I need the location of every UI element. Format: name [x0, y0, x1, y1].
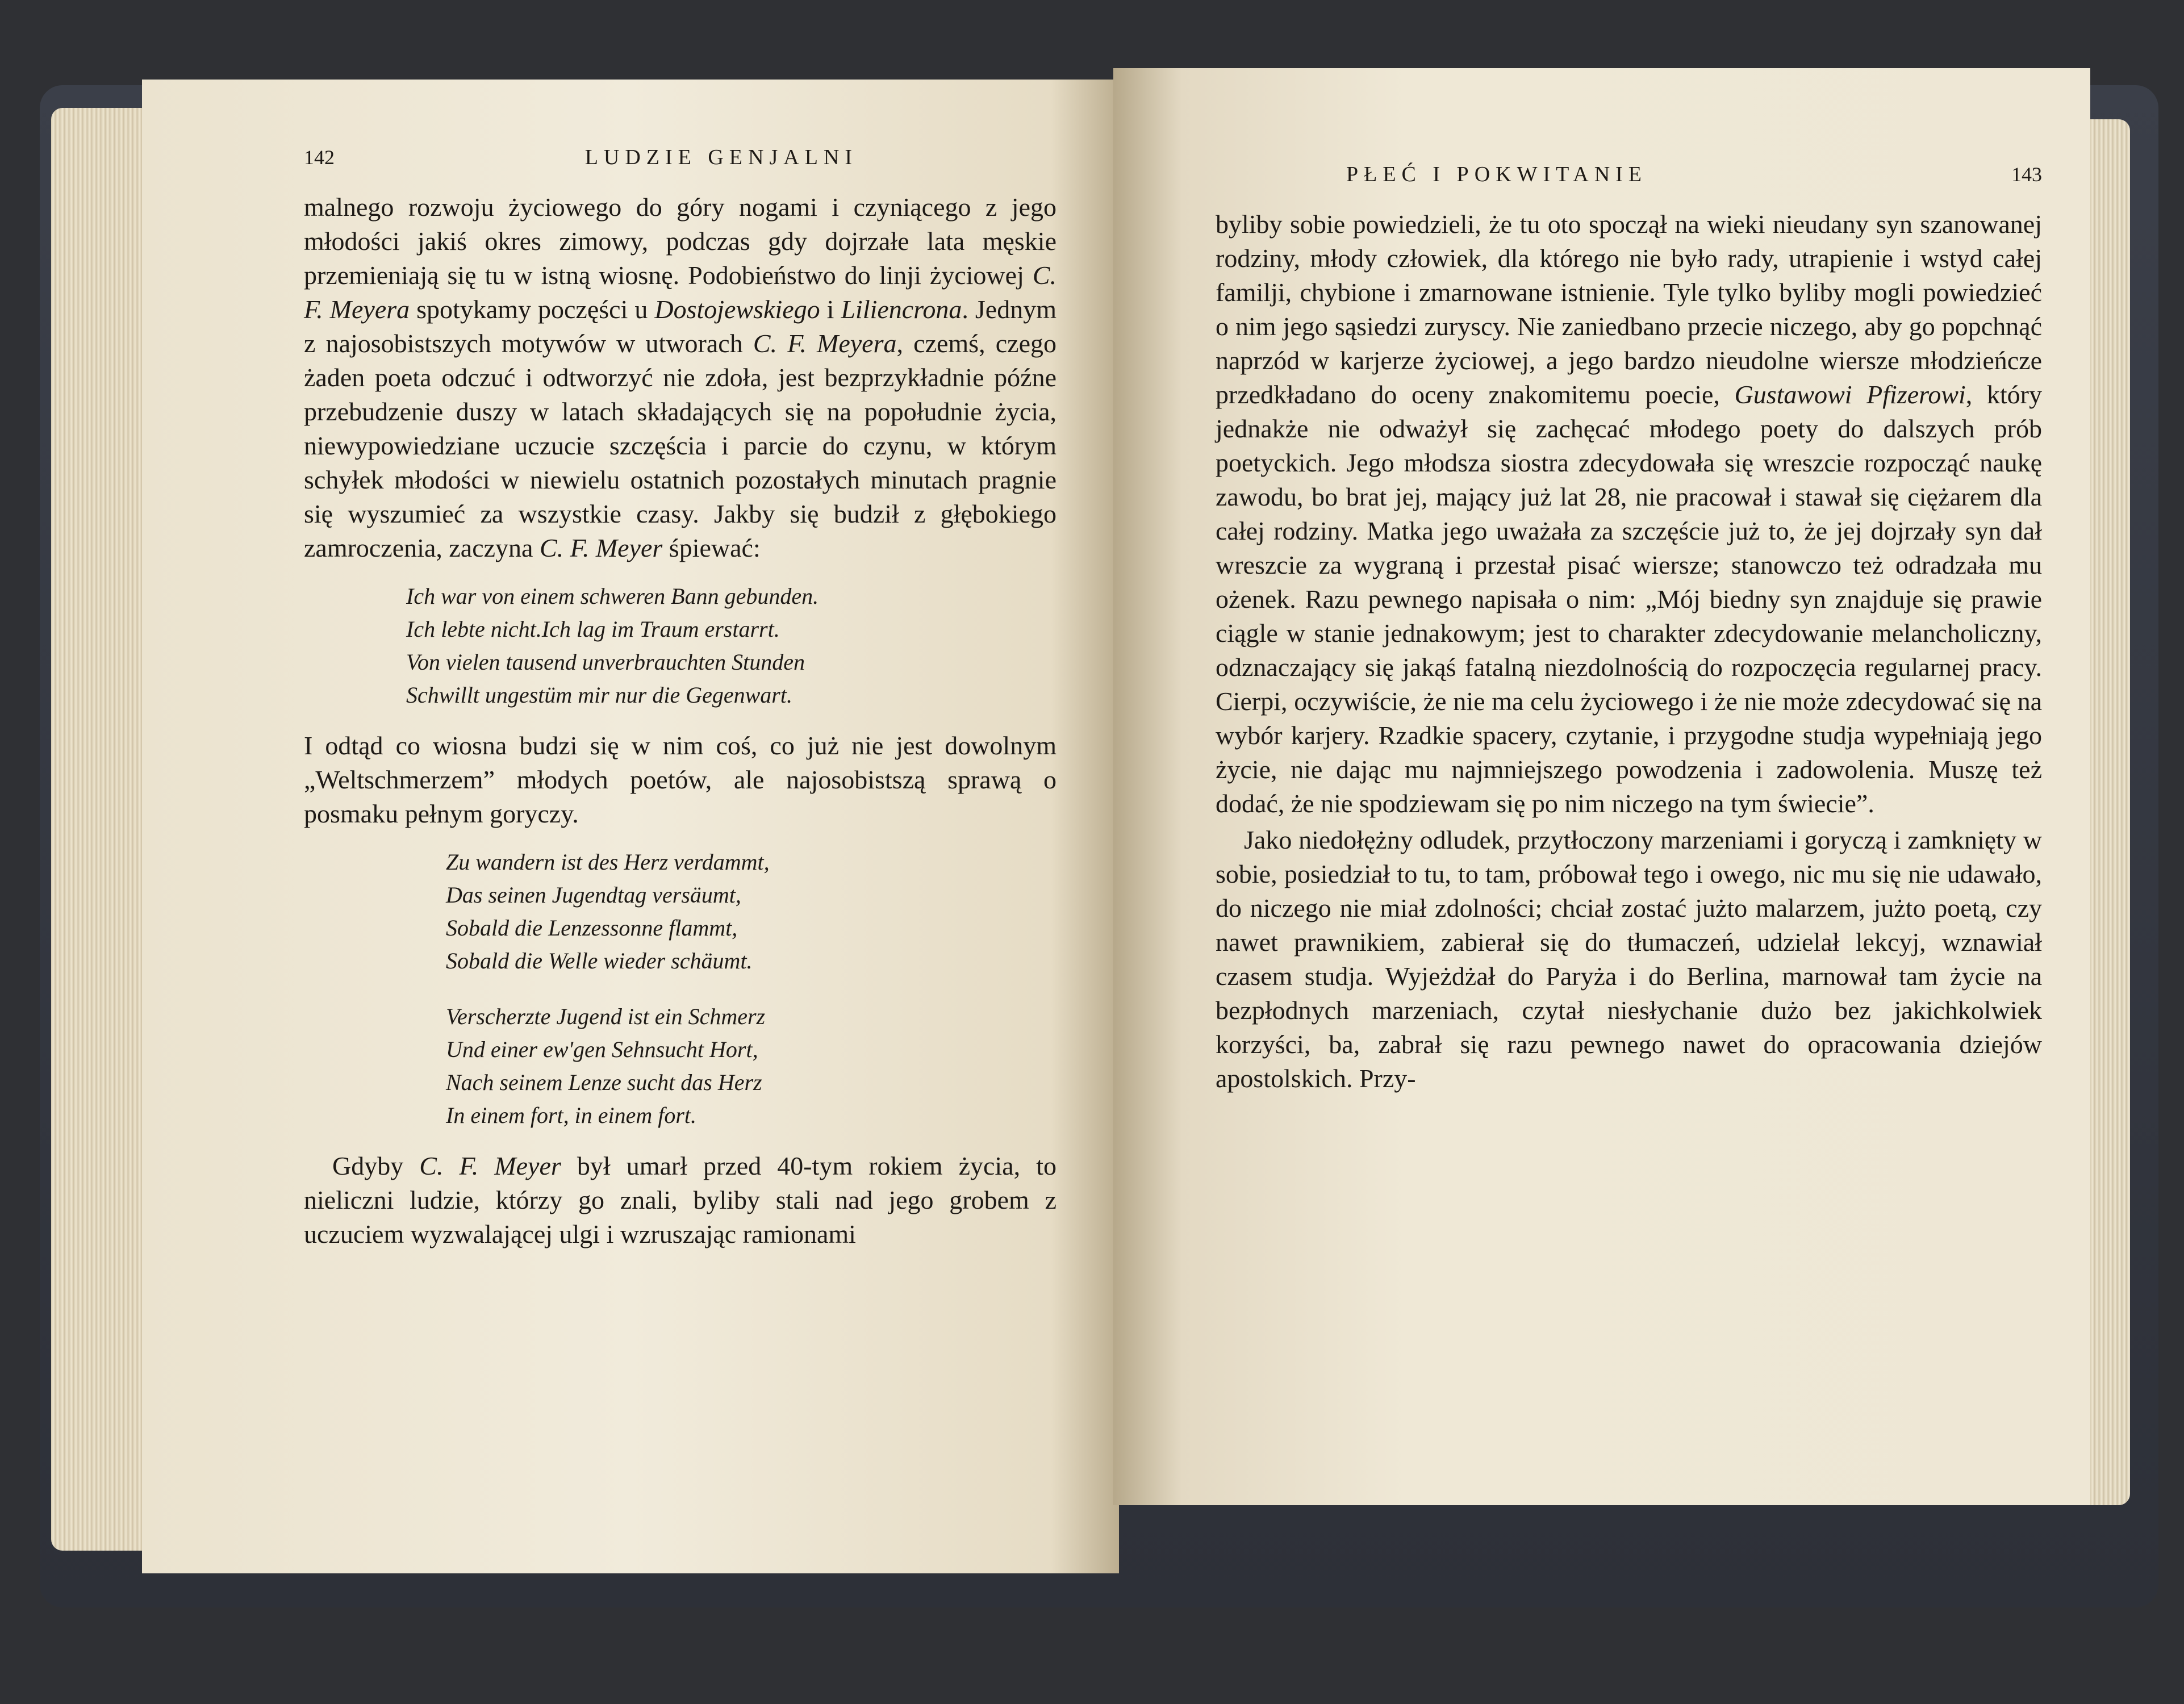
verse-line: Ich war von einem schweren Bann gebunden.: [406, 583, 819, 609]
verse-line: Verscherzte Jugend ist ein Schmerz: [446, 1004, 766, 1029]
verse-line: Das seinen Jugendtag versäumt,: [446, 882, 741, 908]
right-paragraph-1: [1216, 207, 2042, 821]
italic-name: C. F. Meyer: [539, 533, 663, 562]
verse-line: Ich lebte nicht.Ich lag im Traum erstarrt.: [406, 616, 780, 642]
left-paragraph-2: I odtąd co wiosna budzi się w nim coś, co już nie jest dowolnym „Weltschmerzem” młodych poetów, ale najosobistszą sprawą o posmaku pełnym goryczy.: [304, 731, 1056, 828]
text-run: i: [820, 295, 841, 324]
verse-line: Nach seinem Lenze sucht das Herz: [446, 1070, 762, 1095]
text-run: . Jednym z najosobistszych motywów w utworach: [304, 295, 1057, 358]
right-paragraph-2: Jako niedołężny odludek, przytłoczony marzeniami i goryczą i zamknięty w sobie, posiedział to tu, to tam, próbował tego i owego, nic mu się nie udawało, do niczego nie miał zdolności; chciał zostać jużto malarzem, jużto poetą, czy nawet prawnikiem, zabierał się do tłumaczeń, udzielał lekcyj, wznawiał czasem studja. Wyjeżdżał do Paryża i do Berlina, marnował tam życie na bezpłodnych marzeniach, czytał niesłychanie dużo bez jakichkolwiek korzyści, ba, zabrał się razu pewnego nawet do opracowania dziejów apostolskich. Przy-: [1216, 825, 2042, 1093]
italic-name: Liliencrona: [841, 295, 962, 324]
verse-stanza-2: [304, 846, 1056, 1132]
left-running-title: LUDZIE GENJALNI: [584, 145, 858, 169]
text-run: byliby sobie powiedzieli, że tu oto spoczął na wieki nieudany syn szanowanej rodziny, młody człowiek, dla którego nie było rady, utrapienie i wstyd całej familji, chybione i zmarnowane istnienie. Tyle tylko byliby mogli powiedzieć o nim jego sąsiedzi zuryscy. Nie zaniedbano przecie niczego, aby go popchnąć naprzód w karjerze życiowej, a jego bardzo nieudolne wiersze młodzieńcze przedkładano do oceny znakomitemu poecie,: [1216, 210, 2042, 409]
text-run: , czemś, czego żaden poeta odczuć i odtworzyć nie zdoła, jest bezprzykładnie późne przebudzenie duszy w latach składających się na popołudnie życia, niewypowiedziane uczucie szczęścia i parcie do czynu, w którym schyłek młodości w niewielu ostatnich pozostałych minutach pragnie się wyszumieć za wszystkie czasy. Jakby się budził z głębokiego zamroczenia, zaczyna: [304, 329, 1056, 562]
left-paragraph-1: [304, 190, 1056, 565]
right-page-number: 143: [2011, 163, 2042, 186]
text-run: Gdyby: [332, 1151, 420, 1180]
verse-line: Schwillt ungestüm mir nur die Gegenwart.: [406, 682, 792, 708]
left-running-head: [304, 145, 1056, 170]
verse-line: Zu wandern ist des Herz verdammt,: [446, 849, 770, 875]
italic-name: C. F. Meyer: [419, 1151, 561, 1180]
left-paragraph-3: [304, 1149, 1056, 1251]
right-page: [1113, 68, 2090, 1505]
italic-name: C. F. Meyera: [304, 261, 1056, 324]
text-run: , który jednakże nie odważył się zachęcać młodego poety do dalszych prób poetyckich. Jego młodsza siostra zdecydowała się wreszcie rozpocząć naukę zawodu, bo brat jej, mający już lat 28, nie pracował i stawał się ciężarem dla całej rodziny. Matka jego uważała za szczęście już to, że jej dojrzały syn dał wreszcie za wygraną i przestał pisać wiersze; stanowczo też odradzała mu ożenek. Razu pewnego napisała o nim: „Mój biedny syn znajduje się prawie ciągle w stanie jednakowym; jest to charakter zdecydowanie melancholiczny, odznaczający się jakąś fatalną niezdolnością do rozpoczęcia regularnej pracy. Cierpi, oczywiście, że nie ma celu życiowego i że nie może zdecydować się na wybór karjery. Rzadkie spacery, czytanie, i przygodne studja wypełniają jego życie, nie dając mu najmniejszego powodzenia i zadowolenia. Muszę też dodać, że nie spodziewam się po nim niczego na tym świecie”.: [1216, 380, 2042, 818]
right-running-title: PŁEĆ I POKWITANIE: [1346, 162, 1648, 186]
text-run: malnego rozwoju życiowego do góry nogami i czyniącego z jego młodości jakiś okres zimowy, podczas gdy dojrzałe lata męskie przemieniają się tu w istną wiosnę. Podobieństwo do linji życiowej: [304, 193, 1056, 290]
verse-line: In einem fort, in einem fort.: [446, 1102, 697, 1128]
text-run: był umarł przed 40-tym rokiem życia, to nieliczni ludzie, którzy go znali, byliby stali nad jego grobem z uczuciem wyzwalającej ulgi i wzruszając ramionami: [304, 1151, 1056, 1248]
text-run: spotykamy poczęści u: [410, 295, 655, 324]
stanza-gap: [446, 978, 1056, 1000]
verse-line: Von vielen tausend unverbrauchten Stunden: [406, 649, 805, 675]
right-running-head: [1216, 162, 2042, 187]
verse-line: Sobald die Lenzessonne flammt,: [446, 915, 738, 941]
verse-line: Und einer ew'gen Sehnsucht Hort,: [446, 1037, 758, 1062]
italic-name: C. F. Meyera: [753, 329, 897, 358]
italic-name: Gustawowi Pfizerowi: [1734, 380, 1966, 409]
italic-name: Dostojewskiego: [654, 295, 820, 324]
text-run: śpiewać:: [662, 533, 761, 562]
left-page: [142, 80, 1119, 1573]
left-page-number: 142: [304, 146, 335, 169]
verse-stanza-1: [304, 580, 1056, 712]
verse-line: Sobald die Welle wieder schäumt.: [446, 948, 753, 974]
